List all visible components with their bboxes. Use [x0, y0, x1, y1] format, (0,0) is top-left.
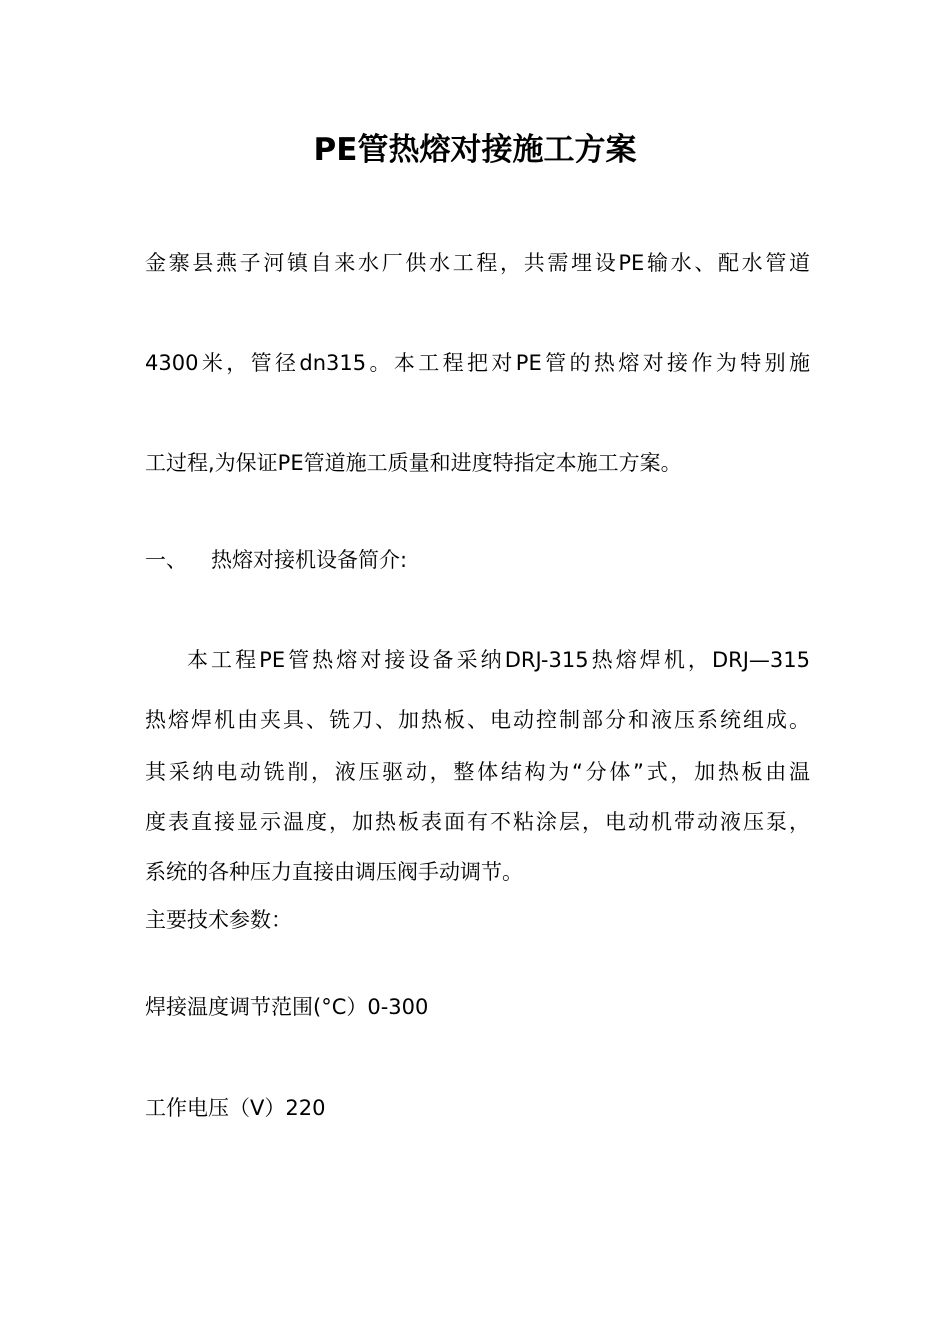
param-item-welding-temp: 焊接温度调节范围(°C）0-300: [145, 995, 429, 1019]
section-heading: [145, 545, 810, 575]
body-line-2: 热熔焊机由夹具、铣刀、加热板、电动控制部分和液压系统组成。: [145, 708, 810, 732]
body-line-3: 其采纳电动铣削，液压驱动，整体结构为“分体”式，加热板由温: [145, 760, 810, 784]
intro-line-3: 工过程,为保证PE管道施工质量和进度特指定本施工方案。: [145, 451, 682, 475]
section-heading-text: 热熔对接机设备简介:: [211, 548, 408, 572]
section-number: 一、: [145, 548, 187, 572]
params-label: 主要技术参数：: [145, 908, 292, 932]
intro-line-2: 4300米，管径dn315。本工程把对PE管的热熔对接作为特别施: [145, 351, 810, 375]
body-line-1: 本工程PE管热熔对接设备采纳DRJ-315热熔焊机，DRJ—315: [187, 648, 810, 672]
body-line-5: 系统的各种压力直接由调压阀手动调节。: [145, 860, 523, 884]
body-line-4: 度表直接显示温度，加热板表面有不粘涂层，电动机带动液压泵，: [145, 810, 810, 834]
document-title: PE管热熔对接施工方案: [313, 132, 637, 168]
intro-line-1: 金寨县燕子河镇自来水厂供水工程，共需埋设PE输水、配水管道: [145, 251, 810, 275]
param-item-voltage: 工作电压（V）220: [145, 1096, 326, 1120]
